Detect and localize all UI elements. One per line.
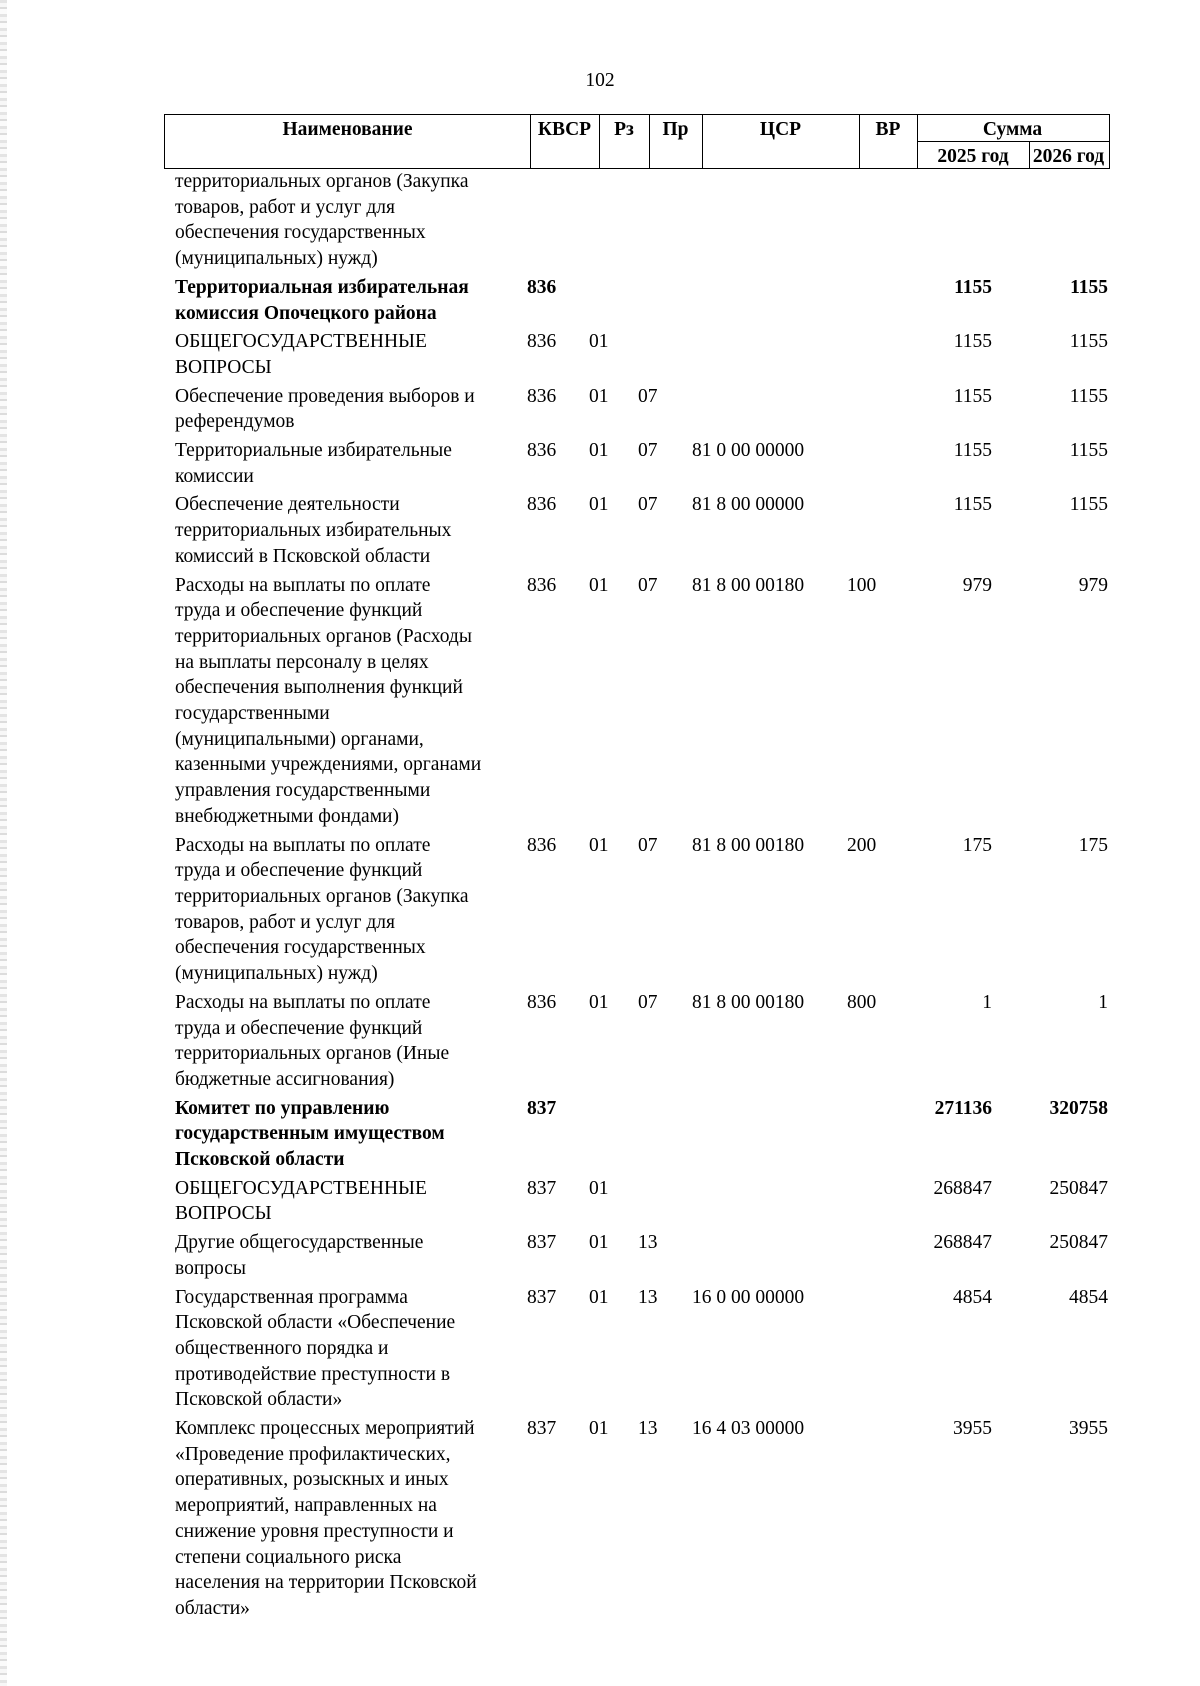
cell-kvsr: 836 <box>527 574 557 596</box>
cell-sum-2026: 1155 <box>1069 385 1108 407</box>
cell-pr <box>627 275 681 326</box>
cell-sum-2025: 1 <box>982 991 992 1013</box>
cell-name-line: Обеспечение деятельности <box>175 494 400 516</box>
table-row <box>164 275 1110 326</box>
cell-name-line: вопросы <box>175 1257 247 1279</box>
cell-name-line: населения на территории Псковской <box>175 1572 477 1594</box>
cell-sum-2025: 1155 <box>953 385 992 407</box>
cell-vr <box>836 384 892 435</box>
cell-name <box>164 384 516 435</box>
header-vr: ВР <box>875 119 901 140</box>
cell-name <box>164 329 516 380</box>
cell-name-line: государственным имуществом <box>175 1123 445 1145</box>
cell-rz: 01 <box>589 385 609 407</box>
cell-name-line: снижение уровня преступности и <box>175 1520 454 1542</box>
cell-pr: 07 <box>638 574 658 596</box>
cell-rz: 01 <box>589 991 609 1013</box>
cell-name-line: общественного порядка и <box>175 1337 389 1359</box>
cell-name-line: Псковской области» <box>175 1389 343 1411</box>
cell-csr: 81 8 00 00180 <box>692 991 805 1013</box>
cell-vr <box>836 169 892 272</box>
cell-rz: 01 <box>589 494 609 516</box>
cell-vr <box>836 1416 892 1622</box>
cell-csr <box>681 1230 836 1281</box>
cell-name <box>164 438 516 489</box>
cell-name-line: мероприятий, направленных на <box>175 1495 437 1517</box>
header-year-2026: 2026 год <box>1032 146 1105 167</box>
cell-vr <box>836 275 892 326</box>
cell-name-line: Другие общегосударственные <box>175 1232 424 1254</box>
table-row <box>164 1416 1110 1622</box>
cell-name <box>164 1230 516 1281</box>
cell-vr <box>836 1230 892 1281</box>
header-name: Наименование <box>282 119 413 140</box>
cell-vr <box>836 438 892 489</box>
cell-name-line: комиссий в Псковской области <box>175 545 431 567</box>
cell-pr <box>627 169 681 272</box>
cell-name <box>164 573 516 830</box>
header-year-2025: 2025 год <box>937 146 1009 167</box>
cell-csr <box>681 169 836 272</box>
cell-name <box>164 833 516 987</box>
cell-name-line: казенными учреждениями, органами <box>175 754 482 776</box>
cell-pr <box>627 1096 681 1173</box>
cell-pr <box>627 329 681 380</box>
cell-csr: 81 8 00 00180 <box>692 574 805 596</box>
table-row <box>164 833 1110 987</box>
cell-name-line: Расходы на выплаты по оплате <box>175 834 431 856</box>
cell-pr: 07 <box>638 385 658 407</box>
cell-name-line: Псковской области «Обеспечение <box>175 1312 456 1334</box>
cell-name-line: управления государственными <box>175 780 431 802</box>
cell-kvsr: 836 <box>527 834 557 856</box>
cell-rz: 01 <box>589 331 609 353</box>
table-header <box>164 114 1110 169</box>
cell-name-line: области» <box>175 1597 250 1619</box>
cell-pr: 07 <box>638 991 658 1013</box>
cell-rz: 01 <box>589 1177 609 1199</box>
cell-name <box>164 275 516 326</box>
cell-sum-2025: 268847 <box>933 1177 992 1199</box>
cell-sum-2025: 268847 <box>933 1232 992 1254</box>
cell-sum-2026: 1155 <box>1069 331 1108 353</box>
cell-name <box>164 492 516 569</box>
cell-name-line: Расходы на выплаты по оплате <box>175 991 431 1013</box>
table-row <box>164 1285 1110 1414</box>
cell-pr: 13 <box>638 1286 658 1308</box>
cell-name-line: (муниципальных) нужд) <box>175 248 378 270</box>
table-row <box>164 169 1110 272</box>
cell-name <box>164 1416 516 1622</box>
cell-pr: 13 <box>638 1232 658 1254</box>
header-csr: ЦСР <box>759 119 802 140</box>
cell-csr: 81 0 00 00000 <box>692 440 805 462</box>
table-row <box>164 1176 1110 1227</box>
cell-csr: 16 4 03 00000 <box>692 1418 805 1440</box>
table-row <box>164 1096 1110 1173</box>
cell-name-line: обеспечения выполнения функций <box>175 677 463 699</box>
cell-name-line: товаров, работ и услуг для <box>175 196 395 218</box>
cell-name-line: «Проведение профилактических, <box>175 1443 451 1465</box>
scan-edge-artifact <box>0 0 7 1686</box>
cell-rz <box>578 169 627 272</box>
cell-csr <box>681 1096 836 1173</box>
cell-name-line: обеспечения государственных <box>175 937 426 959</box>
cell-pr <box>627 1176 681 1227</box>
cell-sum-2026: 1 <box>1098 991 1108 1013</box>
cell-vr <box>836 1285 892 1414</box>
cell-sum-2026: 1155 <box>1070 276 1108 298</box>
cell-name-line: территориальных органов (Расходы <box>175 625 472 647</box>
cell-sum-2025: 271136 <box>934 1097 992 1119</box>
cell-rz <box>578 1096 627 1173</box>
cell-kvsr: 837 <box>527 1418 557 1440</box>
table-row <box>164 329 1110 380</box>
cell-kvsr: 836 <box>527 494 557 516</box>
cell-sum-2026: 175 <box>1078 834 1108 856</box>
cell-vr <box>836 329 892 380</box>
cell-name-line: бюджетные ассигнования) <box>175 1068 395 1090</box>
cell-sum-2026: 1155 <box>1069 440 1108 462</box>
header-pr: Пр <box>662 119 689 140</box>
cell-vr <box>836 1176 892 1227</box>
cell-name <box>164 990 516 1093</box>
cell-name-line: Псковской области <box>175 1149 345 1171</box>
cell-name-line: внебюджетными фондами) <box>175 805 399 827</box>
cell-name-line: (муниципальными) органами, <box>175 728 424 750</box>
cell-sum-2026: 250847 <box>1049 1177 1108 1199</box>
table-body <box>164 169 1110 1622</box>
cell-pr: 13 <box>638 1418 658 1440</box>
cell-name-line: территориальных органов (Иные <box>175 1043 450 1065</box>
cell-pr: 07 <box>638 494 658 516</box>
cell-name-line: государственными <box>175 703 330 725</box>
cell-name-line: Комитет по управлению <box>175 1097 390 1119</box>
cell-name-line: Территориальные избирательные <box>175 440 452 462</box>
cell-name-line: (муниципальных) нужд) <box>175 963 378 985</box>
cell-sum-2026: 320758 <box>1049 1097 1108 1119</box>
header-rz: Рз <box>614 119 634 140</box>
cell-sum-2026: 250847 <box>1049 1232 1108 1254</box>
cell-csr <box>681 1176 836 1227</box>
cell-sum-2025 <box>892 169 1002 272</box>
cell-sum-2026: 979 <box>1078 574 1108 596</box>
table-row <box>164 1230 1110 1281</box>
cell-name-line: ВОПРОСЫ <box>175 356 272 378</box>
cell-csr <box>681 384 836 435</box>
cell-name-line: Расходы на выплаты по оплате <box>175 574 431 596</box>
cell-name-line: оперативных, розыскных и иных <box>175 1469 449 1491</box>
cell-sum-2025: 3955 <box>953 1418 992 1440</box>
cell-vr <box>836 1096 892 1173</box>
cell-name-line: товаров, работ и услуг для <box>175 911 395 933</box>
cell-vr: 800 <box>847 991 877 1013</box>
cell-name-line: территориальных избирательных <box>175 520 452 542</box>
cell-sum-2026: 1155 <box>1069 494 1108 516</box>
page-number: 102 <box>585 70 615 91</box>
cell-csr <box>681 275 836 326</box>
cell-sum-2025: 1155 <box>953 440 992 462</box>
cell-kvsr: 836 <box>527 276 557 298</box>
table-row <box>164 573 1110 830</box>
cell-kvsr: 836 <box>527 991 557 1013</box>
table-row <box>164 990 1110 1093</box>
cell-rz: 01 <box>589 1418 609 1440</box>
cell-csr: 81 8 00 00000 <box>692 494 805 516</box>
cell-rz <box>578 275 627 326</box>
cell-name-line: Территориальная избирательная <box>175 276 469 298</box>
cell-name-line: обеспечения государственных <box>175 222 426 244</box>
cell-name-line: степени социального риска <box>175 1546 402 1568</box>
cell-name <box>164 1285 516 1414</box>
table-row <box>164 492 1110 569</box>
cell-rz: 01 <box>589 440 609 462</box>
cell-csr <box>681 329 836 380</box>
cell-name-line: труда и обеспечение функций <box>175 1017 423 1039</box>
cell-name <box>164 1096 516 1173</box>
cell-csr: 16 0 00 00000 <box>692 1286 805 1308</box>
cell-sum-2025: 1155 <box>953 331 992 353</box>
cell-name <box>164 1176 516 1227</box>
cell-kvsr <box>516 169 578 272</box>
cell-kvsr: 836 <box>527 331 557 353</box>
cell-sum-2026: 3955 <box>1069 1418 1108 1440</box>
cell-name-line: Комплекс процессных мероприятий <box>175 1418 475 1440</box>
cell-name-line: труда и обеспечение функций <box>175 860 423 882</box>
cell-name-line: ВОПРОСЫ <box>175 1203 272 1225</box>
cell-name-line: труда и обеспечение функций <box>175 600 423 622</box>
cell-kvsr: 837 <box>527 1286 557 1308</box>
cell-sum-2025: 175 <box>962 834 992 856</box>
cell-name-line: ОБЩЕГОСУДАРСТВЕННЫЕ <box>175 331 427 353</box>
cell-name-line: ОБЩЕГОСУДАРСТВЕННЫЕ <box>175 1177 427 1199</box>
cell-rz: 01 <box>589 574 609 596</box>
cell-sum-2025: 1155 <box>953 494 992 516</box>
cell-kvsr: 837 <box>527 1177 557 1199</box>
table-row <box>164 384 1110 435</box>
cell-name-line: комиссии <box>175 465 254 487</box>
cell-vr: 200 <box>847 834 877 856</box>
cell-sum-2026 <box>1002 169 1110 272</box>
cell-name <box>164 169 516 272</box>
cell-sum-2026: 4854 <box>1069 1286 1108 1308</box>
cell-name-line: Обеспечение проведения выборов и <box>175 385 475 407</box>
cell-vr: 100 <box>847 574 877 596</box>
cell-sum-2025: 4854 <box>953 1286 992 1308</box>
cell-kvsr: 837 <box>527 1097 557 1119</box>
cell-name-line: противодействие преступности в <box>175 1363 451 1385</box>
cell-pr: 07 <box>638 834 658 856</box>
cell-name-line: территориальных органов (Закупка <box>175 171 469 192</box>
cell-kvsr: 837 <box>527 1232 557 1254</box>
cell-kvsr: 836 <box>527 440 557 462</box>
cell-name-line: комиссия Опочецкого района <box>175 302 437 324</box>
cell-csr: 81 8 00 00180 <box>692 834 805 856</box>
cell-kvsr: 836 <box>527 385 557 407</box>
cell-rz: 01 <box>589 1232 609 1254</box>
cell-rz: 01 <box>589 834 609 856</box>
table-row <box>164 438 1110 489</box>
cell-name-line: территориальных органов (Закупка <box>175 885 469 907</box>
cell-pr: 07 <box>638 440 658 462</box>
cell-name-line: Государственная программа <box>175 1286 408 1308</box>
cell-name-line: референдумов <box>175 411 295 433</box>
cell-name-line: на выплаты персоналу в целях <box>175 651 429 673</box>
cell-sum-2025: 979 <box>962 574 992 596</box>
header-kvsr: КВСР <box>537 119 592 140</box>
cell-vr <box>836 492 892 569</box>
cell-sum-2025: 1155 <box>954 276 992 298</box>
cell-rz: 01 <box>589 1286 609 1308</box>
header-sum: Сумма <box>982 119 1043 140</box>
